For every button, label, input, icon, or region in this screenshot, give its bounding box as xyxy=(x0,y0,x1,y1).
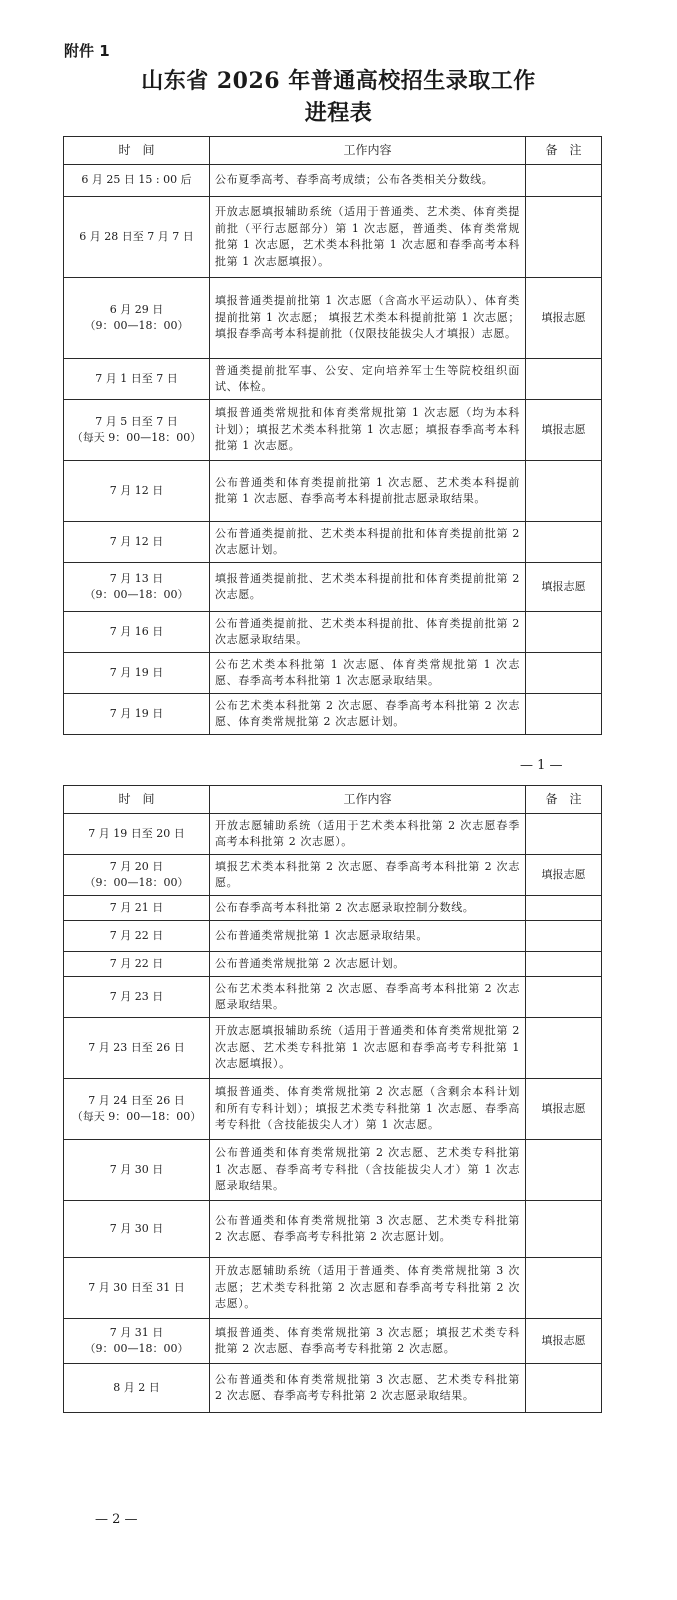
row-note xyxy=(526,461,602,522)
table-header-row xyxy=(64,137,602,165)
schedule-table-page1 xyxy=(63,136,602,735)
row-time: 7 月 30 日 xyxy=(64,1201,210,1258)
row-content: 公布普通类提前批、艺术类本科提前批、体育类提前批第 2 次志愿录取结果。 xyxy=(210,612,526,653)
row-content: 公布普通类和体育类常规批第 3 次志愿、艺术类专科批第 2 次志愿、春季高考专科批第 2 次志愿计划。 xyxy=(210,1201,526,1258)
row-note xyxy=(526,1140,602,1201)
row-time: 8 月 2 日 xyxy=(64,1364,210,1413)
row-time: 7 月 22 日 xyxy=(64,921,210,952)
table-row xyxy=(64,278,602,359)
table-row xyxy=(64,855,602,896)
table-row xyxy=(64,1079,602,1140)
table-row xyxy=(64,1319,602,1364)
row-time: 7 月 23 日 xyxy=(64,977,210,1018)
row-note xyxy=(526,921,602,952)
row-content: 公布普通类和体育类常规批第 3 次志愿、艺术类专科批第 2 次志愿、春季高考专科批第 2 次志愿录取结果。 xyxy=(210,1364,526,1413)
table-row xyxy=(64,921,602,952)
row-note xyxy=(526,694,602,735)
page-number-1: — 1 — xyxy=(520,758,563,773)
row-time: 7 月 19 日 xyxy=(64,694,210,735)
row-time: 7 月 5 日至 7 日 （每天 9：00—18：00） xyxy=(64,400,210,461)
row-note xyxy=(526,814,602,855)
row-content: 公布春季高考本科批第 2 次志愿录取控制分数线。 xyxy=(210,896,526,921)
row-content: 开放志愿填报辅助系统（适用于普通类和体育类常规批第 2 次志愿、艺术类专科批第 1 次志愿和春季高考专科批第 1 次志愿填报）。 xyxy=(210,1018,526,1079)
row-time: 7 月 13 日 （9：00—18：00） xyxy=(64,563,210,612)
row-content: 开放志愿填报辅助系统（适用于普通类、艺术类、体育类提前批（平行志愿部分）第 1 次志愿，普通类、体育类常规批第 1 次志愿，艺术类本科批第 1 次志愿和春季高考本科批第 1 次志愿填报）。 xyxy=(210,197,526,278)
row-content: 填报普通类提前批、艺术类本科提前批和体育类提前批第 2 次志愿。 xyxy=(210,563,526,612)
row-content: 公布艺术类本科批第 1 次志愿、体育类常规批第 1 次志愿、春季高考本科批第 1 次志愿录取结果。 xyxy=(210,653,526,694)
row-content: 开放志愿辅助系统（适用于普通类、体育类常规批第 3 次志愿；艺术类专科批第 2 次志愿和春季高考专科批第 2 次志愿）。 xyxy=(210,1258,526,1319)
header-time: 时 间 xyxy=(64,137,210,165)
row-time: 7 月 22 日 xyxy=(64,952,210,977)
row-note xyxy=(526,977,602,1018)
row-content: 公布普通类常规批第 1 次志愿录取结果。 xyxy=(210,921,526,952)
row-content: 普通类提前批军事、公安、定向培养军士生等院校组织面试、体检。 xyxy=(210,359,526,400)
row-content: 填报普通类、体育类常规批第 3 次志愿；填报艺术类专科批第 2 次志愿、春季高考专科批第 2 次志愿。 xyxy=(210,1319,526,1364)
row-note xyxy=(526,612,602,653)
table-row xyxy=(64,694,602,735)
table-row xyxy=(64,1364,602,1413)
row-time: 7 月 30 日 xyxy=(64,1140,210,1201)
row-time: 6 月 25 日 15 : 00 后 xyxy=(64,165,210,197)
document-title: 山东省 2026 年普通高校招生录取工作 xyxy=(141,68,536,94)
row-note: 填报志愿 xyxy=(526,1319,602,1364)
row-note xyxy=(526,1364,602,1413)
row-time: 6 月 28 日至 7 月 7 日 xyxy=(64,197,210,278)
row-time: 6 月 29 日 （9：00—18：00） xyxy=(64,278,210,359)
row-time: 7 月 1 日至 7 日 xyxy=(64,359,210,400)
row-content: 公布普通类提前批、艺术类本科提前批和体育类提前批第 2 次志愿计划。 xyxy=(210,522,526,563)
row-note xyxy=(526,359,602,400)
row-note xyxy=(526,1201,602,1258)
row-time: 7 月 16 日 xyxy=(64,612,210,653)
row-time: 7 月 23 日至 26 日 xyxy=(64,1018,210,1079)
document-title-line2: 进程表 xyxy=(304,100,373,126)
table-row xyxy=(64,977,602,1018)
row-note: 填报志愿 xyxy=(526,1079,602,1140)
row-note: 填报志愿 xyxy=(526,400,602,461)
header-note: 备 注 xyxy=(526,137,602,165)
table-row xyxy=(64,400,602,461)
table-row xyxy=(64,1140,602,1201)
row-time: 7 月 12 日 xyxy=(64,461,210,522)
row-time: 7 月 19 日至 20 日 xyxy=(64,814,210,855)
row-time: 7 月 24 日至 26 日 （每天 9：00—18：00） xyxy=(64,1079,210,1140)
row-time: 7 月 20 日 （9：00—18：00） xyxy=(64,855,210,896)
header-content: 工作内容 xyxy=(210,786,526,814)
row-content: 填报普通类、体育类常规批第 2 次志愿（含剩余本科计划和所有专科计划）；填报艺术类专科批第 1 次志愿、春季高考专科批（含技能拔尖人才）第 1 次志愿。 xyxy=(210,1079,526,1140)
row-content: 公布艺术类本科批第 2 次志愿、春季高考本科批第 2 次志愿录取结果。 xyxy=(210,977,526,1018)
row-content: 公布普通类常规批第 2 次志愿计划。 xyxy=(210,952,526,977)
row-note xyxy=(526,522,602,563)
row-content: 开放志愿辅助系统（适用于艺术类本科批第 2 次志愿春季高考本科批第 2 次志愿）。 xyxy=(210,814,526,855)
row-note: 填报志愿 xyxy=(526,278,602,359)
row-note xyxy=(526,1258,602,1319)
table-row xyxy=(64,359,602,400)
row-time: 7 月 19 日 xyxy=(64,653,210,694)
table-header-row xyxy=(64,786,602,814)
row-note xyxy=(526,165,602,197)
row-time: 7 月 31 日 （9：00—18：00） xyxy=(64,1319,210,1364)
row-content: 填报普通类提前批第 1 次志愿（含高水平运动队）、体育类提前批第 1 次志愿； 填报艺术类本科提前批第 1 次志愿；填报春季高考本科提前批（仅限技能拔尖人才填报）志愿。 xyxy=(210,278,526,359)
row-note xyxy=(526,653,602,694)
row-content: 公布艺术类本科批第 2 次志愿、春季高考本科批第 2 次志愿、体育类常规批第 2 次志愿计划。 xyxy=(210,694,526,735)
row-content: 公布夏季高考、春季高考成绩；公布各类相关分数线。 xyxy=(210,165,526,197)
row-time: 7 月 21 日 xyxy=(64,896,210,921)
row-content: 公布普通类和体育类常规批第 2 次志愿、艺术类专科批第 1 次志愿、春季高考专科批（含技能拔尖人才）第 1 次志愿录取结果。 xyxy=(210,1140,526,1201)
table-row xyxy=(64,522,602,563)
row-note xyxy=(526,952,602,977)
row-time: 7 月 12 日 xyxy=(64,522,210,563)
table-row xyxy=(64,1201,602,1258)
table-row xyxy=(64,461,602,522)
table-row xyxy=(64,814,602,855)
table-row xyxy=(64,1018,602,1079)
table-row xyxy=(64,612,602,653)
header-time: 时 间 xyxy=(64,786,210,814)
table-row xyxy=(64,563,602,612)
row-note xyxy=(526,197,602,278)
row-note: 填报志愿 xyxy=(526,855,602,896)
schedule-table-page2 xyxy=(63,785,602,1413)
attachment-label: 附件 1 xyxy=(64,42,110,60)
row-content: 填报艺术类本科批第 2 次志愿、春季高考本科批第 2 次志愿。 xyxy=(210,855,526,896)
row-note: 填报志愿 xyxy=(526,563,602,612)
table-row xyxy=(64,952,602,977)
row-content: 公布普通类和体育类提前批第 1 次志愿、艺术类本科提前批第 1 次志愿、春季高考本科提前批志愿录取结果。 xyxy=(210,461,526,522)
page-number-2: — 2 — xyxy=(95,1512,138,1527)
header-note: 备 注 xyxy=(526,786,602,814)
row-note xyxy=(526,896,602,921)
row-time: 7 月 30 日至 31 日 xyxy=(64,1258,210,1319)
table-row xyxy=(64,1258,602,1319)
row-note xyxy=(526,1018,602,1079)
table-row xyxy=(64,896,602,921)
row-content: 填报普通类常规批和体育类常规批第 1 次志愿（均为本科计划）；填报艺术类本科批第 1 次志愿；填报春季高考本科批第 1 次志愿。 xyxy=(210,400,526,461)
table-row xyxy=(64,165,602,197)
table-row xyxy=(64,197,602,278)
header-content: 工作内容 xyxy=(210,137,526,165)
table-row xyxy=(64,653,602,694)
